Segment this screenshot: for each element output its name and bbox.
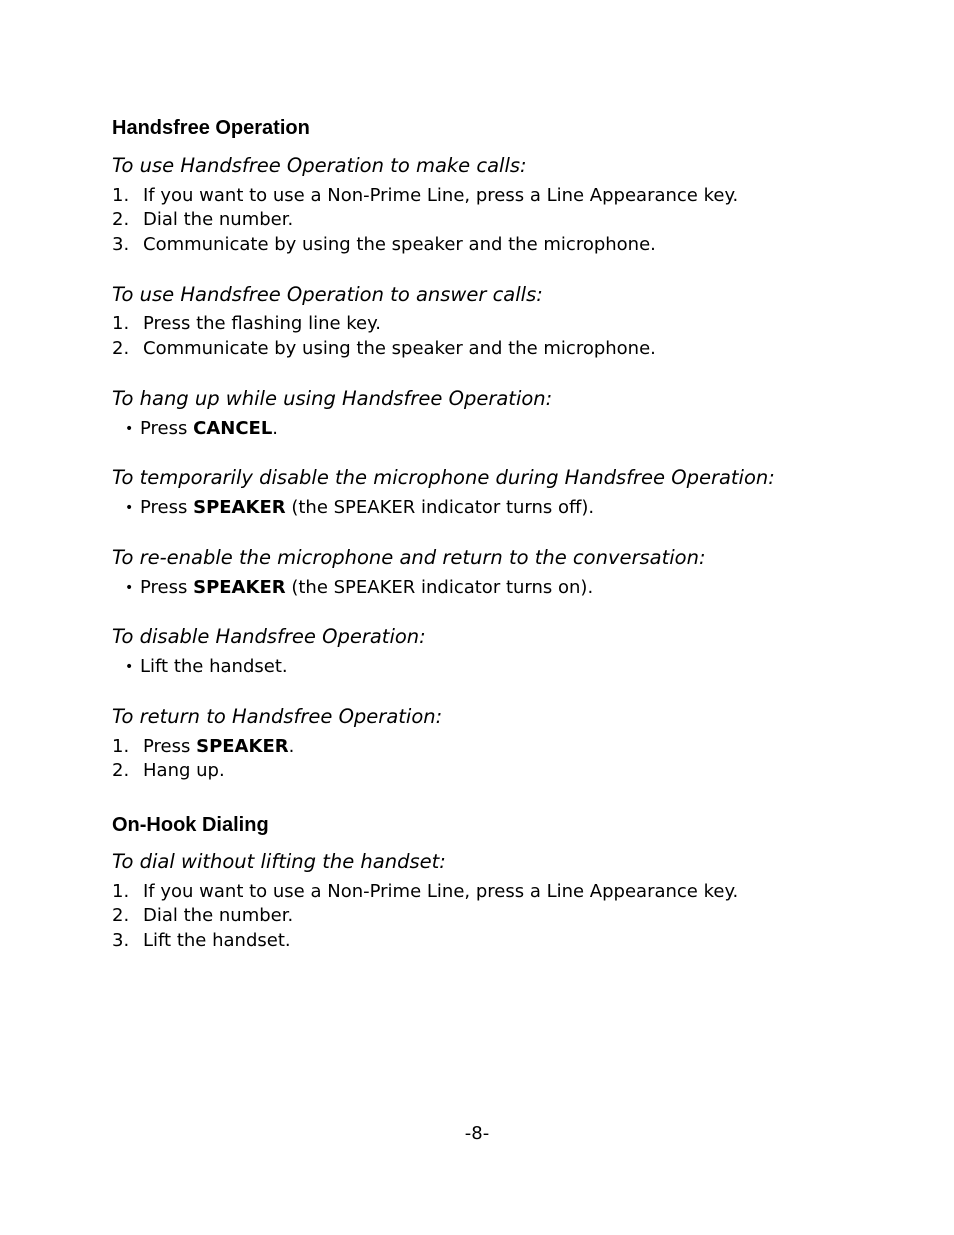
list-item: 2. Communicate by using the speaker and the microphone. <box>112 338 656 359</box>
subheading-return-handsfree: To return to Handsfree Operation: <box>112 705 443 728</box>
list-item: 1. Press the flashing line key. <box>112 313 381 334</box>
list-item: • Lift the handset. <box>125 656 288 677</box>
page-number: -8- <box>464 1123 490 1144</box>
subheading-answer-calls: To use Handsfree Operation to answer calls: <box>112 283 543 306</box>
list-item: 2. Hang up. <box>112 760 225 781</box>
list-item: 2. Dial the number. <box>112 209 294 230</box>
list-item: 3. Communicate by using the speaker and the microphone. <box>112 234 656 255</box>
list-item: 1. If you want to use a Non-Prime Line, press a Line Appearance key. <box>112 185 739 206</box>
subheading-dial-without-lifting: To dial without lifting the handset: <box>112 850 446 873</box>
section-heading-on-hook-dialing: On-Hook Dialing <box>112 814 269 836</box>
list-item: • Press SPEAKER (the SPEAKER indicator turns on). <box>125 577 594 598</box>
list-item: • Press CANCEL. <box>125 418 279 439</box>
list-item: 2. Dial the number. <box>112 905 294 926</box>
list-item: 3. Lift the handset. <box>112 930 291 951</box>
list-item: 1. Press SPEAKER. <box>112 736 295 757</box>
section-heading-handsfree: Handsfree Operation <box>112 117 310 139</box>
list-item: 1. If you want to use a Non-Prime Line, press a Line Appearance key. <box>112 881 739 902</box>
subheading-disable-handsfree: To disable Handsfree Operation: <box>112 625 426 648</box>
subheading-hang-up: To hang up while using Handsfree Operation: <box>112 387 553 410</box>
list-item: • Press SPEAKER (the SPEAKER indicator turns off). <box>125 497 595 518</box>
subheading-reenable-microphone: To re-enable the microphone and return to the conversation: <box>112 546 706 569</box>
subheading-disable-microphone: To temporarily disable the microphone during Handsfree Operation: <box>112 466 775 489</box>
subheading-make-calls: To use Handsfree Operation to make calls: <box>112 154 527 177</box>
